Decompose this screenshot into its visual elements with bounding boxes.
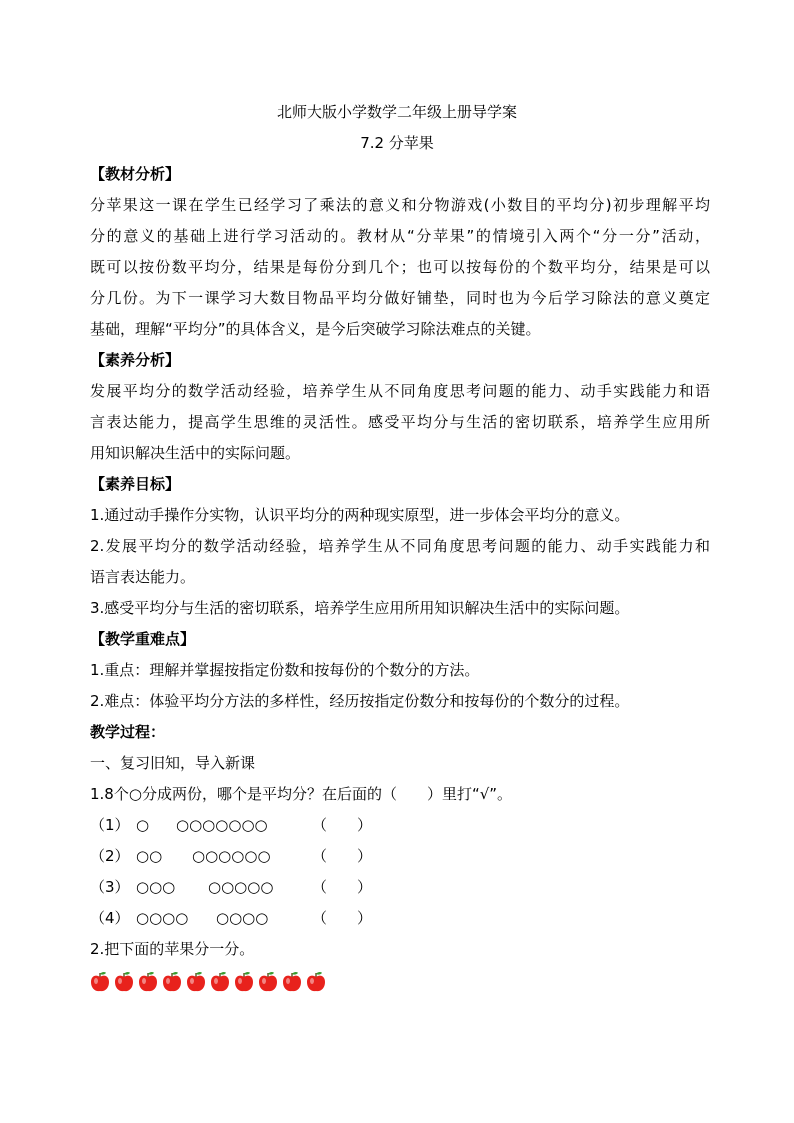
section-heading-process: 教学过程： [90,723,166,741]
circle-group-right: ○○○○○○ [192,847,271,865]
question-1: 1.8个○分成两份，哪个是平均分？在后面的（ ）里打“√”。 [90,785,513,803]
circle-group-left: ○○○ [136,878,176,896]
paragraph-line: 既可以按份数平均分，结果是每份分到几个；也可以按每份的个数平均分，结果是可以 [90,258,710,276]
section-heading-keypoints: 【教学重难点】 [90,630,196,648]
paragraph-line: 发展平均分的数学活动经验，培养学生从不同角度思考问题的能力、动手实践能力和语 [90,382,710,400]
circle-group-left: ○○○○ [136,909,189,927]
option-label: （1） [90,816,130,834]
option-label: （4） [90,909,130,927]
apple-icon [90,971,110,993]
option-row-2 [90,841,710,872]
paragraph-line: 基础，理解“平均分”的具体含义，是今后突破学习除法难点的关键。 [90,320,541,338]
answer-parentheses[interactable]: （ ） [312,909,373,927]
paragraph-line: 分苹果这一课在学生已经学习了乘法的意义和分物游戏(小数目的平均分)初步理解平均 [90,196,710,214]
apple-icon [258,971,278,993]
option-row-3 [90,872,710,903]
answer-parentheses[interactable]: （ ） [312,847,373,865]
option-label: （2） [90,847,130,865]
goal-item: 3.感受平均分与生活的密切联系，培养学生应用所用知识解决生活中的实际问题。 [90,599,630,617]
apple-icon [282,971,302,993]
option-row-4 [90,903,710,934]
section-heading-goals: 【素养目标】 [90,475,181,493]
circle-group-right: ○○○○ [216,909,269,927]
circle-group-right: ○○○○○ [208,878,274,896]
apple-icon [186,971,206,993]
goal-item-continued: 语言表达能力。 [90,568,196,586]
section-heading-literacy: 【素养分析】 [90,351,181,369]
circle-group-left: ○ [136,816,150,834]
keypoint-item: 2.难点：体验平均分方法的多样性，经历按指定份数分和按每份的个数分的过程。 [90,692,630,710]
option-row-1 [90,810,710,841]
apple-icon [234,971,254,993]
paragraph-line: 用知识解决生活中的实际问题。 [90,444,301,462]
apple-row [90,971,710,993]
document-title: 北师大版小学数学二年级上册导学案 [276,103,517,121]
option-label: （3） [90,878,130,896]
section-heading-material: 【教材分析】 [90,165,181,183]
circle-group-left: ○○ [136,847,163,865]
goal-item: 1.通过动手操作分实物，认识平均分的两种现实原型，进一步体会平均分的意义。 [90,506,630,524]
apple-icon [306,971,326,993]
question-2: 2.把下面的苹果分一分。 [90,940,255,958]
paragraph-line: 言表达能力，提高学生思维的灵活性。感受平均分与生活的密切联系，培养学生应用所 [90,413,710,431]
document-body [90,159,710,993]
paragraph-line: 分几份。为下一课学习大数目物品平均分做好铺垫，同时也为今后学习除法的意义奠定 [90,289,710,307]
apple-icon [138,971,158,993]
process-part-heading: 一、复习旧知，导入新课 [90,754,256,772]
goal-item: 2.发展平均分的数学活动经验，培养学生从不同角度思考问题的能力、动手实践能力和 [90,537,710,555]
answer-parentheses[interactable]: （ ） [312,878,373,896]
apple-icon [162,971,182,993]
keypoint-item: 1.重点：理解并掌握按指定份数和按每份的个数分的方法。 [90,661,480,679]
lesson-subtitle: 7.2 分苹果 [360,134,434,152]
answer-parentheses[interactable]: （ ） [312,816,373,834]
circle-group-right: ○○○○○○○ [176,816,268,834]
paragraph-line: 分的意义的基础上进行学习活动的。教材从“分苹果”的情境引入两个“分一分”活动， [90,227,710,245]
apple-icon [210,971,230,993]
apple-icon [114,971,134,993]
